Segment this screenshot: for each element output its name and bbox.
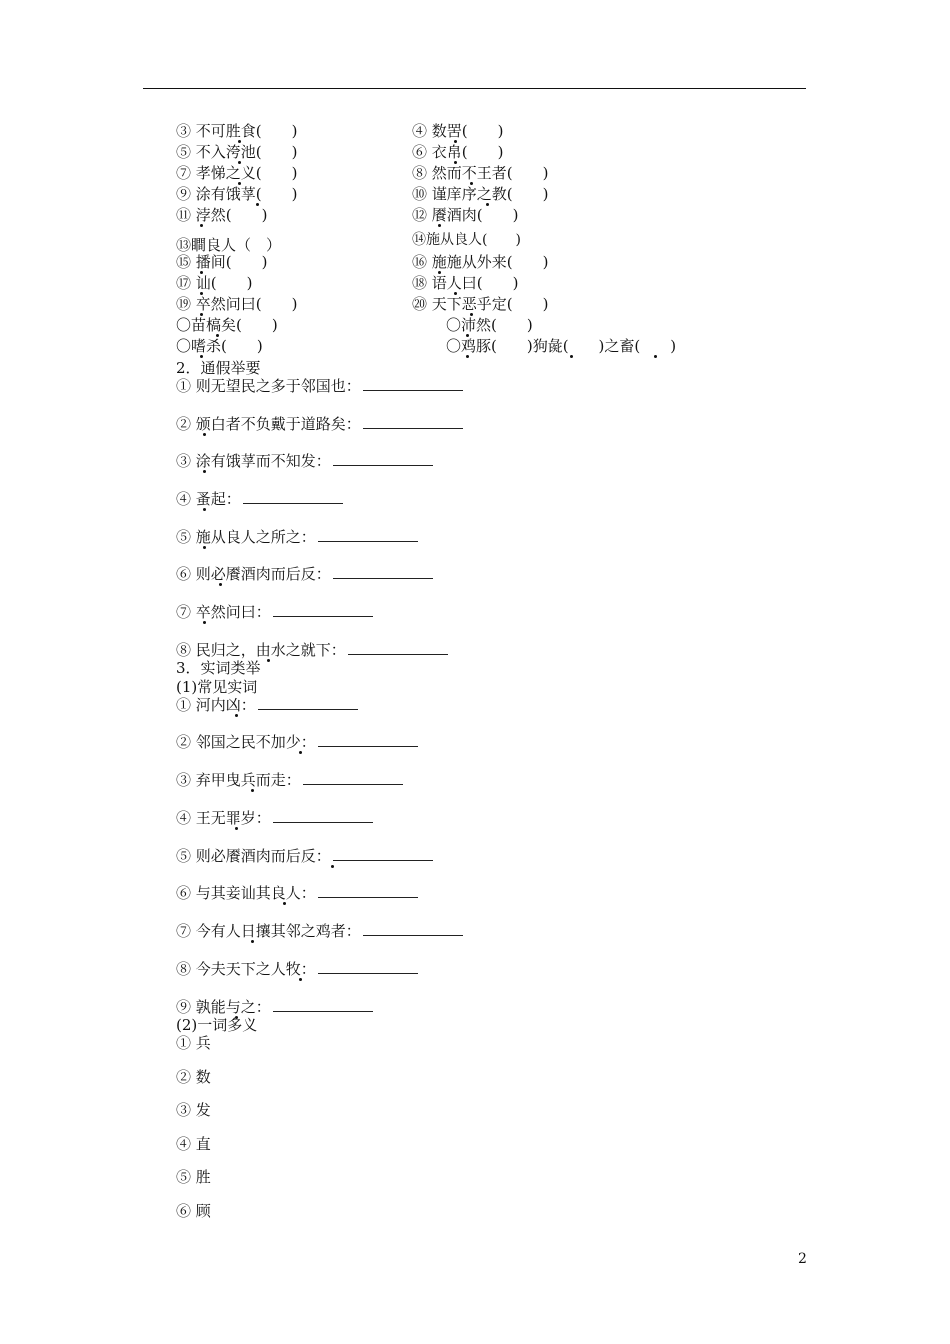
term-item: 〇苗槁矣( )	[176, 316, 278, 334]
term-item: ⑭施从良人( )	[412, 232, 521, 248]
emphasis-dot	[570, 355, 573, 358]
fill-item: ⑨ 孰能与之：	[176, 997, 373, 1017]
term-item: ⑱ 语人曰( )	[412, 274, 519, 292]
emphasis-dot	[438, 271, 441, 274]
answer-blank[interactable]	[363, 921, 463, 936]
answer-blank[interactable]	[363, 376, 463, 391]
section2-heading: 2．通假举要	[176, 359, 261, 377]
answer-blank[interactable]	[333, 846, 433, 861]
term-item: ⑮ 播间( )	[176, 253, 268, 271]
term-item: ③ 不可胜食( )	[176, 122, 298, 140]
term-item: ⑨ 涂有饿莩( )	[176, 185, 298, 203]
term-item: 〇嗜杀( )	[176, 337, 263, 355]
term-item: ④ 数罟( )	[412, 122, 504, 140]
page-number: 2	[798, 1251, 807, 1267]
emphasis-dot	[200, 313, 203, 316]
emphasis-dot	[454, 292, 457, 295]
emphasis-dot	[454, 161, 457, 164]
term-item: ⑤ 不入洿池( )	[176, 143, 298, 161]
polysemy-item: ② 数	[176, 1068, 211, 1086]
answer-blank[interactable]	[333, 564, 433, 579]
answer-blank[interactable]	[333, 451, 433, 466]
polysemy-item: ⑤ 胜	[176, 1168, 211, 1186]
answer-blank[interactable]	[318, 527, 418, 542]
fill-item: ⑥ 则必餍酒肉而后反：	[176, 564, 433, 584]
term-item: ⑲ 卒然问曰( )	[176, 295, 298, 313]
answer-blank[interactable]	[318, 959, 418, 974]
polysemy-item: ④ 直	[176, 1135, 211, 1153]
fill-item: ⑧ 今夫天下之人牧：	[176, 959, 418, 979]
polysemy-item: ① 兵	[176, 1034, 211, 1052]
fill-item: ③ 弃甲曳兵而走：	[176, 770, 403, 790]
fill-item: ② 邻国之民不加少：	[176, 732, 418, 752]
answer-blank[interactable]	[243, 489, 343, 504]
fill-item: ⑥ 与其妾讪其良人：	[176, 883, 418, 903]
term-item: ⑰ 讪( )	[176, 274, 253, 292]
emphasis-dot	[200, 292, 203, 295]
header-rule	[143, 88, 806, 89]
emphasis-dot	[470, 313, 473, 316]
fill-item: ⑧ 民归之，由水之就下：	[176, 640, 448, 660]
emphasis-dot	[200, 271, 203, 274]
fill-item: ④ 蚤起：	[176, 489, 343, 509]
term-item: ⑳ 天下恶乎定( )	[412, 295, 549, 313]
fill-item: ⑦ 今有人日攘其邻之鸡者：	[176, 921, 463, 941]
emphasis-dot	[200, 224, 203, 227]
emphasis-dot	[654, 355, 657, 358]
emphasis-dot	[238, 161, 241, 164]
answer-blank[interactable]	[318, 732, 418, 747]
term-item: ⑩ 谨庠序之教( )	[412, 185, 549, 203]
answer-blank[interactable]	[303, 770, 403, 785]
emphasis-dot	[466, 355, 469, 358]
emphasis-dot	[256, 203, 259, 206]
section3-heading: 3．实词类举	[176, 659, 261, 677]
fill-item: ⑦ 卒然问曰：	[176, 602, 373, 622]
answer-blank[interactable]	[318, 883, 418, 898]
emphasis-dot	[470, 182, 473, 185]
fill-item: ⑤ 施从良人之所之：	[176, 527, 418, 547]
term-item: ⑧ 然而不王者( )	[412, 164, 549, 182]
section3-sub1-heading: (1)常见实词	[176, 678, 258, 696]
term-item: ⑪ 浡然( )	[176, 206, 268, 224]
section3-sub2-heading: (2)一词多义	[176, 1016, 258, 1034]
emphasis-dot	[454, 140, 457, 143]
polysemy-item: ⑥ 顾	[176, 1202, 211, 1220]
term-item: ⑯ 施施从外来( )	[412, 253, 549, 271]
term-item: ⑫ 餍酒肉( )	[412, 206, 519, 224]
answer-blank[interactable]	[273, 808, 373, 823]
answer-blank[interactable]	[273, 602, 373, 617]
emphasis-dot	[216, 334, 219, 337]
term-item: ⑥ 衣帛( )	[412, 143, 504, 161]
answer-blank[interactable]	[273, 997, 373, 1012]
answer-blank[interactable]	[348, 640, 448, 655]
answer-blank[interactable]	[363, 414, 463, 429]
emphasis-dot	[238, 140, 241, 143]
fill-item: ③ 涂有饿莩而不知发：	[176, 451, 433, 471]
fill-item: ② 颁白者不负戴于道路矣：	[176, 414, 463, 434]
emphasis-dot	[438, 224, 441, 227]
fill-item: ① 则无望民之多于邻国也：	[176, 376, 463, 396]
fill-item: ① 河内凶：	[176, 695, 358, 715]
emphasis-dot	[238, 182, 241, 185]
answer-blank[interactable]	[258, 695, 358, 710]
term-item: 〇鸡豚( )狗彘( )之畜( )	[446, 337, 677, 355]
fill-item: ⑤ 则必餍酒肉而后反：	[176, 846, 433, 866]
polysemy-item: ③ 发	[176, 1101, 211, 1119]
emphasis-dot	[486, 203, 489, 206]
term-item: ⑬瞷良人（ ）	[176, 236, 282, 254]
term-item: 〇沛然( )	[446, 316, 533, 334]
fill-item: ④ 王无罪岁：	[176, 808, 373, 828]
term-item: ⑦ 孝悌之义( )	[176, 164, 298, 182]
emphasis-dot	[466, 334, 469, 337]
